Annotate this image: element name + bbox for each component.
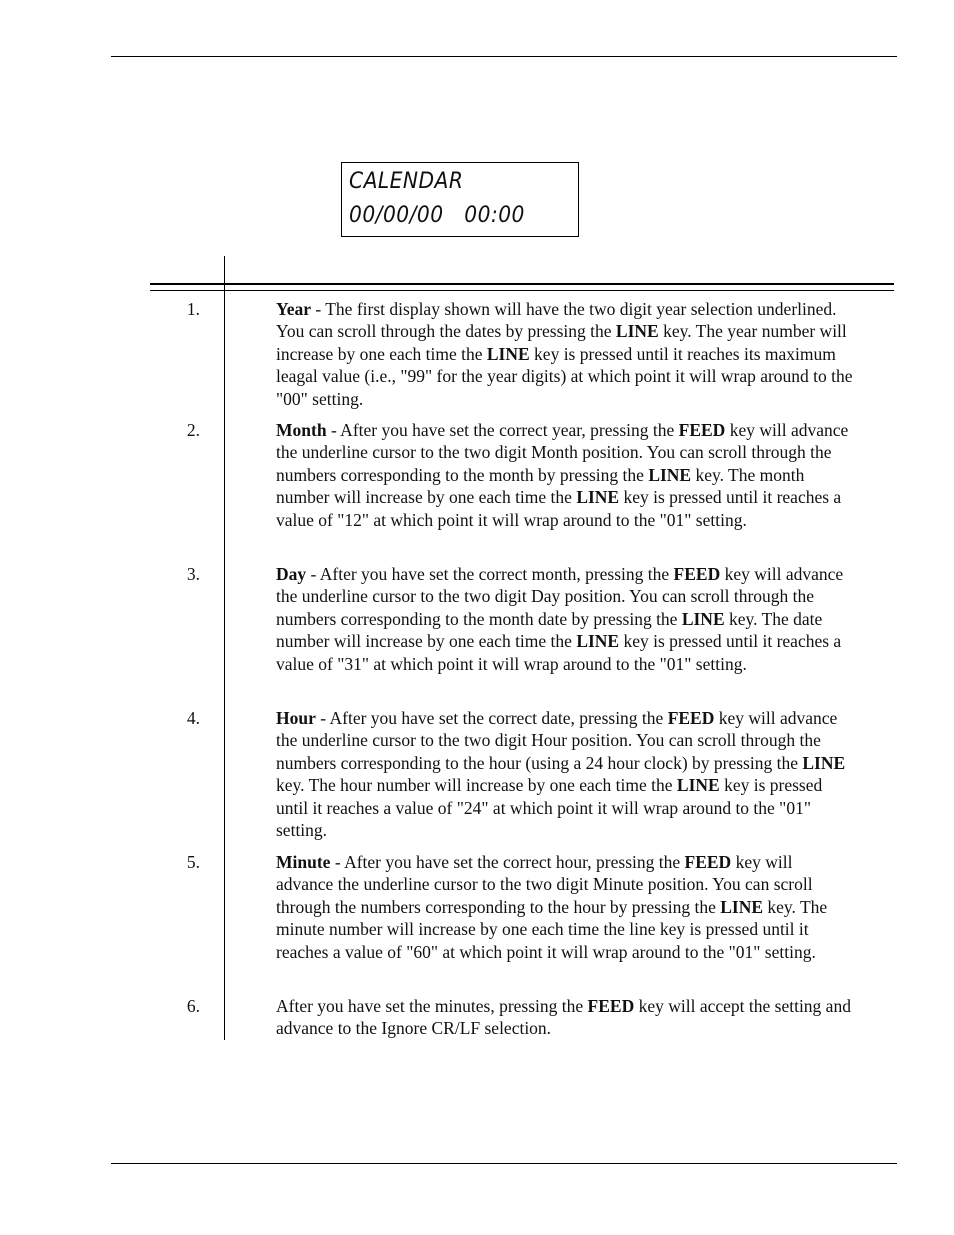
step-number: 2. [186, 420, 200, 440]
step-description: Month - After you have set the correct year, pressing the FEED key will advance the underline cursor to the two digit Month position. You can scroll through the numbers corresponding to the month by pressing the LINE key. The month number will increase by one each time the LINE key is pressed until it reaches a value of "12" at which point it will wrap around to the "01" setting. [276, 420, 849, 530]
step-description: Day - After you have set the correct month, pressing the FEED key will advance the underline cursor to the two digit Day position. You can scroll through the numbers corresponding to the month date by pressing the LINE key. The date number will increase by one each time the LINE key is pressed until it reaches a value of "31" at which point it will wrap around to the "01" setting. [276, 564, 844, 674]
key-name: LINE [802, 752, 846, 773]
key-name: FEED [673, 564, 721, 584]
step-description: Minute - After you have set the correct hour, pressing the FEED key will advance the underline cursor to the two digit Minute position. You can scroll through the numbers corresponding to the hour by pressing the LINE key. The minute number will increase by one each time the line key is pressed until it reaches a value of "60" at which point it will wrap around to the "01" setting. [276, 852, 828, 962]
key-name: FEED [587, 996, 635, 1016]
step-number: 1. [186, 299, 200, 319]
step-number: 4. [186, 708, 200, 728]
key-name: LINE [576, 487, 620, 508]
step-term: Hour [276, 708, 316, 728]
step-term: Minute [276, 852, 331, 872]
key-name: FEED [678, 420, 726, 440]
step-term: Day [276, 564, 307, 584]
step-description: Hour - After you have set the correct date, pressing the FEED key will advance the underline cursor to the two digit Hour position. You can scroll through the numbers corresponding to the hour (using a 24 hour clock) by pressing the LINE key. The hour number will increase by one each time the LINE key is pressed until it reaches a value of "24" at which point it will wrap around to the "01" setting. [276, 708, 846, 841]
header-rule [111, 56, 897, 57]
lcd-line-2: 00/00/00 00:00 [349, 203, 525, 228]
step-term: Month [276, 420, 327, 440]
lcd-line-1: CALENDAR [349, 169, 464, 194]
table-column-divider [224, 256, 225, 1040]
table-header-rule-thin [150, 290, 894, 291]
key-name: LINE [648, 464, 692, 485]
step-number: 5. [186, 852, 200, 872]
lcd-display [341, 162, 579, 237]
key-name: LINE [720, 896, 764, 917]
key-name: LINE [676, 775, 720, 796]
key-name: FEED [684, 852, 732, 872]
step-description: Year - The first display shown will have the two digit year selection underlined. You can scroll through the dates by pressing the LINE key. The year number will increase by one each time the LINE key is pressed until it reaches its maximum leagal value (i.e., "99" for the year digits) at which point it will wrap around to the "00" setting. [276, 299, 853, 409]
key-name: LINE [576, 631, 620, 652]
step-description: After you have set the minutes, pressing the FEED key will accept the setting and advance to the Ignore CR/LF selection. [276, 996, 851, 1039]
step-number: 6. [186, 996, 200, 1016]
key-name: FEED [667, 708, 715, 728]
table-header-rule [150, 283, 894, 285]
key-name: LINE [615, 321, 659, 342]
step-term: Year [276, 299, 311, 319]
key-name: LINE [486, 343, 530, 364]
key-name: LINE [681, 608, 725, 629]
step-number: 3. [186, 564, 200, 584]
footer-rule [111, 1163, 897, 1164]
